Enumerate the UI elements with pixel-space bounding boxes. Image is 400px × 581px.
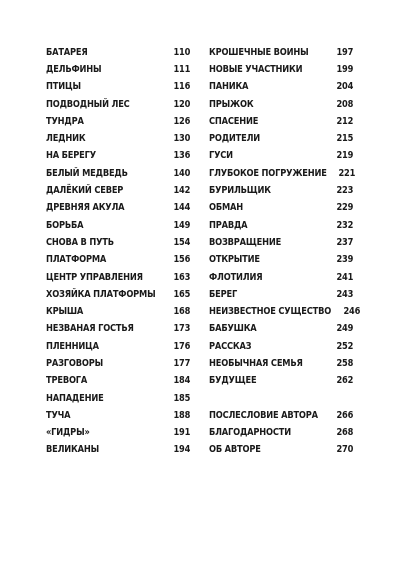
- toc-entry-title: БЛАГОДАРНОСТИ: [209, 427, 291, 439]
- toc-entry-page: 237: [336, 236, 353, 248]
- toc-entry[interactable]: [209, 130, 353, 147]
- toc-entry[interactable]: [46, 79, 190, 96]
- toc-entry[interactable]: [209, 269, 353, 286]
- toc-entry[interactable]: [46, 321, 190, 338]
- toc-entry-title: ОБ АВТОРЕ: [209, 444, 261, 456]
- toc-entry[interactable]: [46, 252, 190, 269]
- toc-entry-title: ПОСЛЕСЛОВИЕ АВТОРА: [209, 409, 318, 421]
- toc-entry[interactable]: [209, 217, 353, 234]
- toc-entry-page: 212: [336, 115, 353, 127]
- toc-entry-page: 223: [336, 185, 353, 197]
- toc-entry-page: 110: [173, 46, 190, 58]
- toc-entry-title: РАЗГОВОРЫ: [46, 357, 103, 369]
- toc-entry-page: 232: [336, 219, 353, 231]
- toc-entry-page: 168: [173, 306, 190, 318]
- toc-entry[interactable]: [209, 165, 356, 182]
- toc-entry-page: 199: [336, 63, 353, 75]
- toc-entry[interactable]: [46, 165, 190, 182]
- toc-entry[interactable]: [209, 113, 353, 130]
- toc-entry-page: 204: [336, 81, 353, 93]
- toc-entry-page: 208: [336, 98, 353, 110]
- toc-entry-title: НЕЗВАНАЯ ГОСТЬЯ: [46, 323, 134, 335]
- toc-entry[interactable]: [209, 355, 353, 372]
- toc-entry-page: 140: [173, 167, 190, 179]
- toc-entry-title: БУРИЛЬЩИК: [209, 185, 271, 197]
- toc-entry-page: 268: [336, 427, 353, 439]
- toc-entry-title: ВОЗВРАЩЕНИЕ: [209, 236, 282, 248]
- toc-entry-page: 177: [173, 357, 190, 369]
- toc-entry-page: 219: [336, 150, 353, 162]
- toc-entry-page: 270: [336, 444, 353, 456]
- toc-entry[interactable]: [46, 217, 190, 234]
- toc-entry-page: 156: [173, 254, 190, 266]
- toc-entry-title: НАПАДЕНИЕ: [46, 392, 104, 404]
- toc-entry-title: БЕЛЫЙ МЕДВЕДЬ: [46, 167, 128, 179]
- toc-entry-title: НА БЕРЕГУ: [46, 150, 96, 162]
- toc-entry-title: ОТКРЫТИЕ: [209, 254, 260, 266]
- toc-entry[interactable]: [46, 234, 190, 251]
- toc-entry-page: 130: [173, 133, 190, 145]
- toc-entry-page: 184: [173, 375, 190, 387]
- toc-entry-title: ПЛЕННИЦА: [46, 340, 99, 352]
- toc-entry[interactable]: [209, 200, 353, 217]
- toc-entry[interactable]: [46, 407, 190, 424]
- toc-entry[interactable]: [46, 338, 190, 355]
- toc-entry[interactable]: [46, 269, 190, 286]
- toc-entry-title: ПОДВОДНЫЙ ЛЕС: [46, 98, 130, 110]
- toc-entry-page: 191: [173, 427, 190, 439]
- toc-entry-title: ХОЗЯЙКА ПЛАТФОРМЫ: [46, 288, 156, 300]
- toc-entry-title: ОБМАН: [209, 202, 243, 214]
- toc-entry-title: ГЛУБОКОЕ ПОГРУЖЕНИЕ: [209, 167, 327, 179]
- toc-entry[interactable]: [209, 148, 353, 165]
- toc-entry-title: НЕИЗВЕСТНОЕ СУЩЕСТВО: [209, 306, 332, 318]
- toc-entry-title: СНОВА В ПУТЬ: [46, 236, 114, 248]
- toc-entry-page: 120: [173, 98, 190, 110]
- toc-entry-title: КРОШЕЧНЫЕ ВОИНЫ: [209, 46, 309, 58]
- toc-entry-title: БОРЬБА: [46, 219, 84, 231]
- toc-entry-title: РОДИТЕЛИ: [209, 133, 261, 145]
- toc-entry-page: 142: [173, 185, 190, 197]
- toc-entry-page: 116: [173, 81, 190, 93]
- toc-entry-title: РАССКАЗ: [209, 340, 252, 352]
- toc-entry-page: 154: [173, 236, 190, 248]
- toc-entry-title: ПРАВДА: [209, 219, 248, 231]
- toc-entry[interactable]: [46, 130, 190, 147]
- toc-entry-title: ТУЧА: [46, 409, 71, 421]
- toc-entry-page: 258: [336, 357, 353, 369]
- toc-entry[interactable]: [46, 286, 190, 303]
- toc-entry-title: БЕРЕГ: [209, 288, 238, 300]
- toc-entry-title: ПРЫЖОК: [209, 98, 254, 110]
- toc-entry-page: 144: [173, 202, 190, 214]
- toc-entry-title: ЛЕДНИК: [46, 133, 86, 145]
- toc-entry-page: 262: [336, 375, 353, 387]
- toc-entry-page: 173: [173, 323, 190, 335]
- toc-entry-page: 188: [173, 409, 190, 421]
- toc-entry[interactable]: [46, 182, 190, 199]
- toc-entry-page: 239: [336, 254, 353, 266]
- toc-entry-page: 229: [336, 202, 353, 214]
- toc-entry[interactable]: [209, 442, 353, 459]
- toc-left-column: [46, 44, 190, 459]
- toc-entry[interactable]: [209, 286, 353, 303]
- toc-entry[interactable]: [46, 442, 190, 459]
- toc-entry-title: ПТИЦЫ: [46, 81, 81, 93]
- toc-entry-page: 165: [173, 288, 190, 300]
- toc-entry[interactable]: [209, 321, 353, 338]
- toc-right-column: [209, 44, 360, 459]
- toc-entry[interactable]: [46, 200, 190, 217]
- toc-entry-title: КРЫША: [46, 306, 84, 318]
- toc-entry-page: 149: [173, 219, 190, 231]
- toc-entry[interactable]: [209, 234, 353, 251]
- toc-entry[interactable]: [209, 44, 353, 61]
- toc-entry[interactable]: [209, 182, 353, 199]
- toc-entry-title: БУДУЩЕЕ: [209, 375, 257, 387]
- toc-entry[interactable]: [46, 96, 190, 113]
- toc-entry[interactable]: [209, 96, 353, 113]
- toc-entry-page: 111: [173, 63, 190, 75]
- toc-entry-page: 249: [336, 323, 353, 335]
- toc-entry-title: ВЕЛИКАНЫ: [46, 444, 99, 456]
- toc-entry[interactable]: [209, 61, 353, 78]
- toc-entry-page: 243: [336, 288, 353, 300]
- toc-entry[interactable]: [46, 355, 190, 372]
- toc-entry[interactable]: [46, 303, 190, 320]
- toc-entry-page: 197: [336, 46, 353, 58]
- toc-entry-title: ДЕЛЬФИНЫ: [46, 63, 102, 75]
- toc-entry-page: 185: [173, 392, 190, 404]
- toc-entry-page: 246: [343, 306, 360, 318]
- section-gap: [209, 390, 353, 407]
- toc-entry[interactable]: [209, 425, 353, 442]
- toc-entry[interactable]: [46, 148, 190, 165]
- toc-entry-page: 126: [173, 115, 190, 127]
- toc-entry-title: БАТАРЕЯ: [46, 46, 88, 58]
- toc-entry-page: 136: [173, 150, 190, 162]
- toc-entry-page: 194: [173, 444, 190, 456]
- toc-entry-page: 266: [336, 409, 353, 421]
- toc-entry-title: БАБУШКА: [209, 323, 257, 335]
- toc-entry[interactable]: [209, 252, 353, 269]
- toc-entry[interactable]: [209, 79, 353, 96]
- toc-entry-title: ГУСИ: [209, 150, 233, 162]
- toc-entry-title: ДАЛЁКИЙ СЕВЕР: [46, 185, 124, 197]
- toc-entry-title: ФЛОТИЛИЯ: [209, 271, 263, 283]
- toc-entry[interactable]: [46, 61, 190, 78]
- toc-entry[interactable]: [209, 373, 353, 390]
- toc-entry-title: ТРЕВОГА: [46, 375, 88, 387]
- toc-entry[interactable]: [209, 338, 353, 355]
- toc-entry[interactable]: [209, 407, 353, 424]
- toc-entry-title: НОВЫЕ УЧАСТНИКИ: [209, 63, 303, 75]
- toc-entry-title: СПАСЕНИЕ: [209, 115, 259, 127]
- toc-entry-page: 176: [173, 340, 190, 352]
- toc-entry-page: 163: [173, 271, 190, 283]
- toc-entry[interactable]: [209, 303, 360, 320]
- toc-entry-title: НЕОБЫЧНАЯ СЕМЬЯ: [209, 357, 303, 369]
- toc-entry-page: 221: [338, 167, 356, 179]
- toc-entry-page: 252: [336, 340, 353, 352]
- toc-entry-page: 241: [336, 271, 353, 283]
- toc-entry[interactable]: [46, 44, 190, 61]
- toc-entry[interactable]: [46, 113, 190, 130]
- toc-entry-title: ТУНДРА: [46, 115, 84, 127]
- toc-entry-title: ЦЕНТР УПРАВЛЕНИЯ: [46, 271, 143, 283]
- toc-entry-page: 215: [336, 133, 353, 145]
- toc-entry-title: ДРЕВНЯЯ АКУЛА: [46, 202, 125, 214]
- toc-entry-title: ПЛАТФОРМА: [46, 254, 107, 266]
- toc-entry[interactable]: [46, 425, 190, 442]
- toc-entry-title: ПАНИКА: [209, 81, 249, 93]
- toc-entry[interactable]: [46, 390, 190, 407]
- toc-entry[interactable]: [46, 373, 190, 390]
- toc-entry-title: «ГИДРЫ»: [46, 427, 90, 439]
